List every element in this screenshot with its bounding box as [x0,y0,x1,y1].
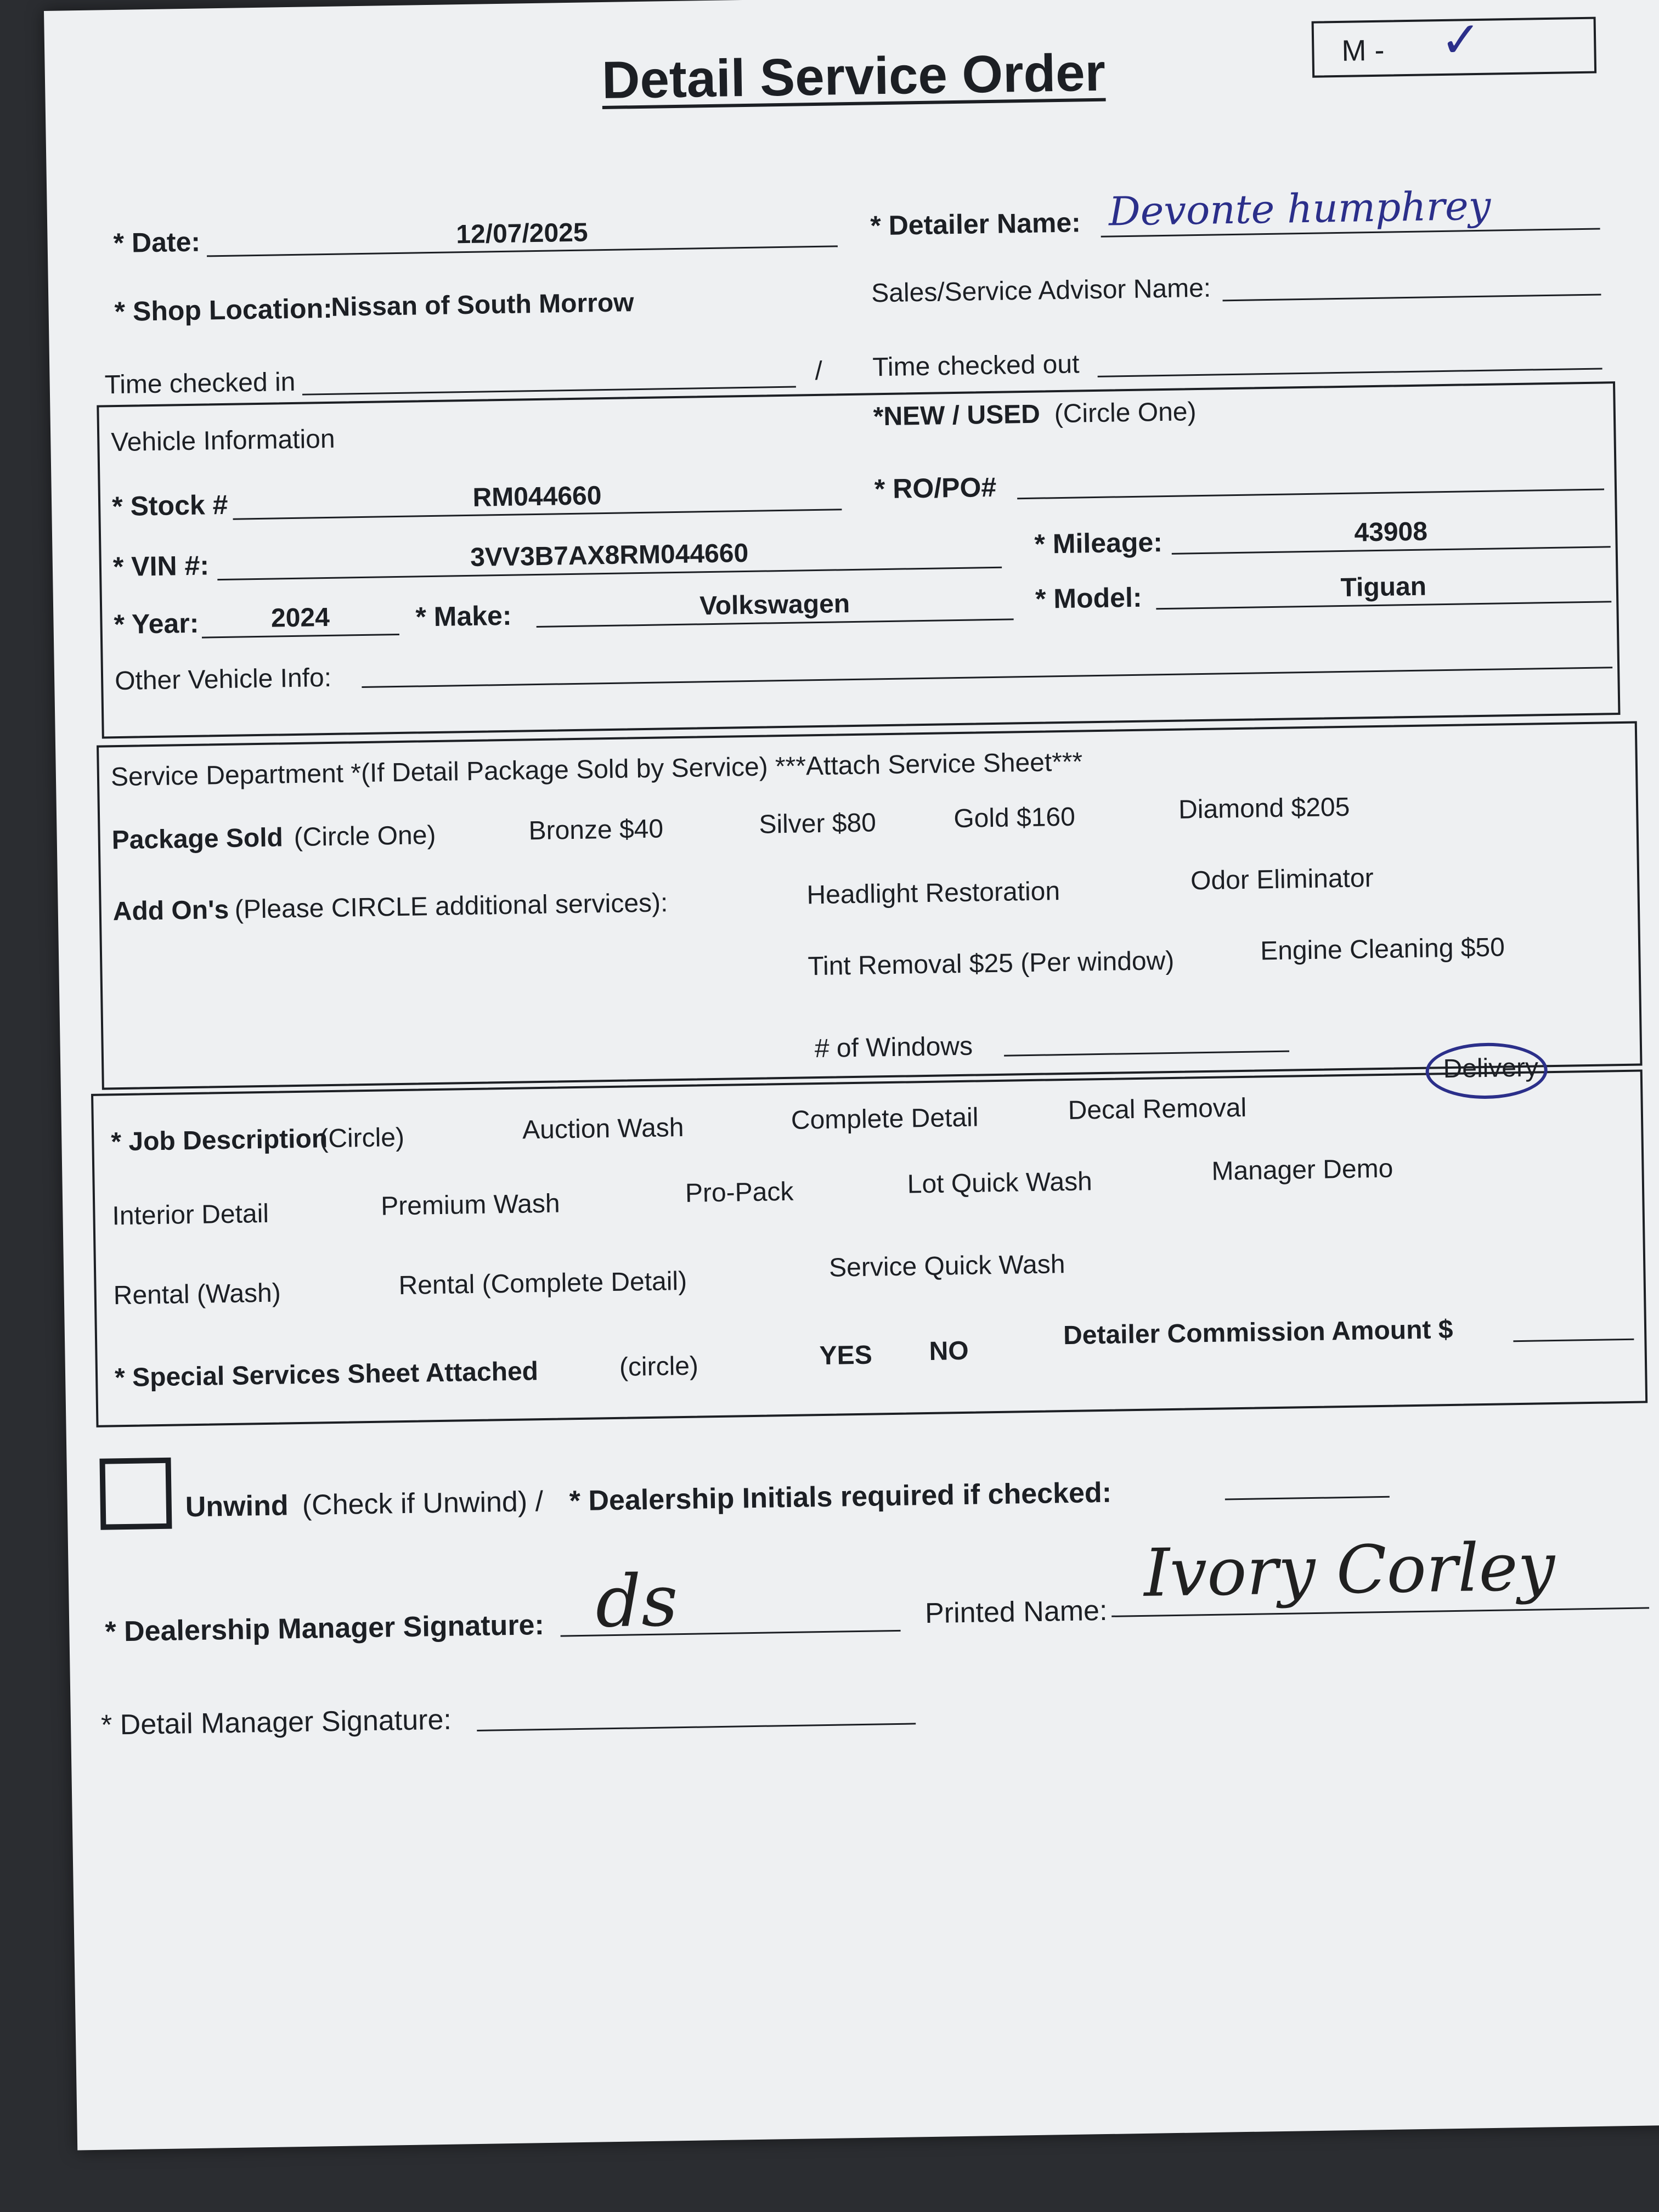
addon-headlight-restoration[interactable]: Headlight Restoration [806,877,1060,910]
dealership-initials-line[interactable] [1225,1496,1390,1500]
job-interior-detail[interactable]: Interior Detail [112,1199,269,1231]
detail-manager-signature-line[interactable] [477,1723,916,1731]
advisor-name-line[interactable] [1223,294,1601,301]
detail-manager-signature-label: * Detail Manager Signature: [100,1703,452,1741]
special-services-no[interactable]: NO [929,1336,969,1366]
job-complete-detail[interactable]: Complete Detail [791,1103,979,1135]
package-sold-hint: (Circle One) [294,820,436,853]
make-label: * Make: [415,600,512,633]
unwind-checkbox[interactable] [99,1458,172,1530]
job-manager-demo[interactable]: Manager Demo [1211,1154,1393,1186]
mileage-value[interactable]: 43908 [1354,517,1428,548]
special-services-hint: (circle) [619,1351,699,1382]
windows-count-label: # of Windows [814,1031,973,1064]
m-box [1312,10,1597,78]
dealership-initials-label: * Dealership Initials required if checked: [569,1476,1112,1517]
vin-label: * VIN #: [112,550,210,583]
detailer-name-value[interactable]: Devonte humphrey [1108,182,1491,235]
job-delivery[interactable]: Delivery [1443,1053,1539,1084]
printed-name-label: Printed Name: [924,1594,1108,1630]
shop-location-label: * Shop Location: [114,292,333,328]
form-title: Detail Service Order [601,43,1106,110]
service-department-heading: Service Department *(If Detail Package Sold by Service) ***Attach Service Sheet*** [110,747,1083,792]
job-premium-wash[interactable]: Premium Wash [380,1189,560,1221]
time-out-line[interactable] [1098,368,1602,377]
unwind-label: Unwind [185,1489,289,1523]
package-diamond[interactable]: Diamond $205 [1178,792,1350,825]
service-order-form [44,0,1659,2151]
unwind-hint: (Check if Unwind) / [302,1486,544,1521]
advisor-name-label: Sales/Service Advisor Name: [871,273,1211,308]
new-used-hint: (Circle One) [1054,397,1197,429]
vin-value[interactable]: 3VV3B7AX8RM044660 [470,538,749,572]
job-service-quick-wash[interactable]: Service Quick Wash [828,1250,1065,1283]
package-sold-label: Package Sold [111,823,284,855]
mileage-label: * Mileage: [1034,527,1163,560]
addon-tint-removal[interactable]: Tint Removal $25 (Per window) [808,946,1175,981]
special-services-yes[interactable]: YES [819,1340,873,1371]
checkmark-icon: ✓ [1440,10,1482,70]
stock-value[interactable]: RM044660 [472,481,602,512]
other-vehicle-info-label: Other Vehicle Info: [114,663,332,696]
dealership-manager-signature-label: * Dealership Manager Signature: [104,1609,545,1648]
date-label: * Date: [113,226,201,259]
date-value[interactable]: 12/07/2025 [455,218,588,250]
year-value[interactable]: 2024 [270,602,330,633]
ro-po-label: * RO/PO# [874,471,997,505]
time-in-line[interactable] [302,386,796,396]
make-value[interactable]: Volkswagen [699,589,850,621]
job-rental-complete-detail[interactable]: Rental (Complete Detail) [398,1266,687,1301]
job-pro-pack[interactable]: Pro-Pack [685,1177,794,1208]
package-gold[interactable]: Gold $160 [953,802,1076,834]
package-bronze[interactable]: Bronze $40 [528,814,664,846]
job-decal-removal[interactable]: Decal Removal [1068,1093,1247,1125]
shop-location-value: Nissan of South Morrow [331,288,634,322]
commission-label: Detailer Commission Amount $ [1063,1314,1453,1351]
add-ons-hint: (Please CIRCLE additional services): [234,888,668,924]
job-auction-wash[interactable]: Auction Wash [522,1113,684,1145]
job-description-label: * Job Description [110,1124,328,1157]
model-label: * Model: [1035,582,1142,614]
job-description-hint: (Circle) [319,1122,405,1154]
package-silver[interactable]: Silver $80 [759,808,877,839]
model-value[interactable]: Tiguan [1340,572,1427,603]
year-label: * Year: [114,607,199,640]
new-used-label[interactable]: *NEW / USED [873,399,1041,432]
dealership-manager-signature[interactable]: ds [595,1559,679,1644]
special-services-label: * Special Services Sheet Attached [114,1357,539,1393]
vehicle-info-heading: Vehicle Information [110,424,335,458]
addon-odor-eliminator[interactable]: Odor Eliminator [1190,864,1374,896]
job-lot-quick-wash[interactable]: Lot Quick Wash [907,1167,1093,1199]
add-ons-label: Add On's [112,895,229,927]
time-slash: / [815,356,823,386]
stock-label: * Stock # [111,489,228,522]
printed-name-value[interactable]: Ivory Corley [1143,1529,1556,1612]
detailer-name-label: * Detailer Name: [870,207,1081,241]
job-rental-wash[interactable]: Rental (Wash) [113,1278,281,1311]
time-out-label: Time checked out [872,349,1080,382]
m-box-label: M - [1341,33,1385,67]
addon-engine-cleaning[interactable]: Engine Cleaning $50 [1260,933,1505,966]
time-in-label: Time checked in [104,367,296,400]
